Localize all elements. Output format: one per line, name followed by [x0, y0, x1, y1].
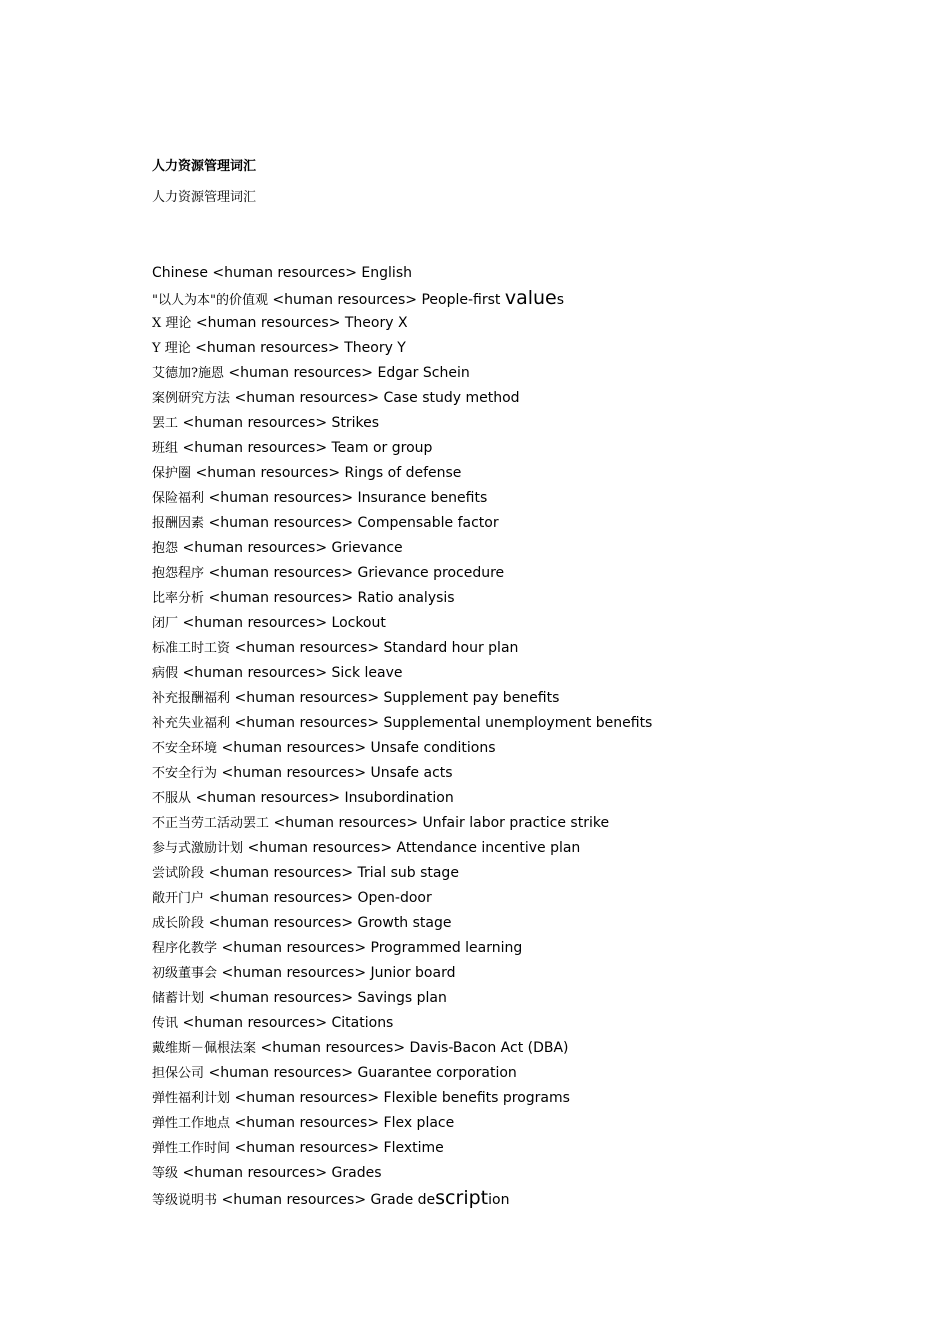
glossary-entry [152, 336, 852, 361]
entry-translation: <human resources> Standard hour plan [230, 640, 519, 656]
entry-translation-tail: ion [488, 1192, 510, 1208]
entry-term: 弹性工作时间 [152, 1141, 231, 1156]
glossary-entry [152, 411, 852, 436]
glossary-entry [152, 1061, 852, 1086]
glossary-entry [152, 636, 852, 661]
entry-translation: <human resources> Grades [178, 1165, 382, 1181]
entry-translation: <human resources> Rings of defense [191, 465, 462, 481]
document-content [152, 156, 852, 1211]
entry-translation: <human resources> Attendance incentive plan [243, 840, 581, 856]
entry-translation: <human resources> Ratio analysis [204, 590, 455, 606]
entry-translation: <human resources> Supplement pay benefits [230, 690, 560, 706]
entry-translation: <human resources> English [207, 265, 412, 281]
entry-term: 不安全环境 [152, 741, 218, 756]
glossary-entry [152, 586, 852, 611]
entry-translation: <human resources> Flextime [230, 1140, 444, 1156]
document-title: 人力资源管理词汇 [152, 159, 257, 174]
entry-translation: <human resources> Theory X [191, 315, 408, 331]
entry-term: 不正当劳工活动罢工 [152, 816, 270, 831]
entry-translation-enlarged: script [435, 1187, 489, 1209]
entry-term: 等级说明书 [152, 1193, 218, 1208]
entry-translation: <human resources> Programmed learning [217, 940, 523, 956]
glossary-entry [152, 486, 852, 511]
glossary-entry [152, 1111, 852, 1136]
glossary-entry [152, 1161, 852, 1186]
entry-term: 不安全行为 [152, 766, 218, 781]
glossary-entry [152, 861, 852, 886]
entry-term: 储蓄计划 [152, 991, 205, 1006]
entry-translation: <human resources> Savings plan [204, 990, 447, 1006]
entry-term: 尝试阶段 [152, 866, 205, 881]
entry-term: 初级董事会 [152, 966, 218, 981]
glossary-entry [152, 736, 852, 761]
entry-term: 报酬因素 [152, 516, 205, 531]
entry-term: Chinese [152, 265, 208, 281]
entry-translation: <human resources> Grievance [178, 540, 403, 556]
entry-term: 比率分析 [152, 591, 205, 606]
entry-term: 等级 [152, 1166, 179, 1181]
entry-translation: <human resources> Unsafe conditions [217, 740, 496, 756]
glossary-entry [152, 1011, 852, 1036]
glossary-entry [152, 911, 852, 936]
entry-translation: <human resources> Case study method [230, 390, 520, 406]
entry-term: 传讯 [152, 1016, 179, 1031]
glossary-entry [152, 361, 852, 386]
entry-term: 程序化教学 [152, 941, 218, 956]
entry-term: 抱怨 [152, 541, 179, 556]
glossary-entry [152, 1136, 852, 1161]
glossary-entry [152, 661, 852, 686]
entry-translation-enlarged: value [504, 287, 557, 309]
entry-translation: <human resources> Junior board [217, 965, 456, 981]
entry-translation: <human resources> Grade de [217, 1192, 436, 1208]
entry-term: 罢工 [152, 416, 179, 431]
entry-translation: <human resources> Insurance benefits [204, 490, 488, 506]
entry-term: 保护圈 [152, 466, 192, 481]
entry-term: 成长阶段 [152, 916, 205, 931]
glossary-entry [152, 561, 852, 586]
entry-translation: <human resources> People-first [267, 292, 505, 308]
entry-translation: <human resources> Unsafe acts [217, 765, 453, 781]
entry-translation: <human resources> Guarantee corporation [204, 1065, 517, 1081]
glossary-entry [152, 461, 852, 486]
entry-term: 戴维斯－佩根法案 [152, 1041, 257, 1056]
entry-term: 案例研究方法 [152, 391, 231, 406]
glossary-entry [152, 286, 852, 311]
entry-translation: <human resources> Theory Y [190, 340, 406, 356]
glossary-entry [152, 436, 852, 461]
document-subtitle: 人力资源管理词汇 [152, 190, 257, 205]
entry-translation: <human resources> Unfair labor practice strike [269, 815, 610, 831]
entry-translation: <human resources> Flex place [230, 1115, 455, 1131]
entry-translation: <human resources> Grievance procedure [204, 565, 505, 581]
entry-translation: <human resources> Lockout [178, 615, 386, 631]
glossary-entry [152, 761, 852, 786]
entry-translation: <human resources> Supplemental unemployment benefits [230, 715, 653, 731]
glossary-list [152, 261, 852, 1211]
glossary-entry [152, 261, 852, 286]
entry-translation: <human resources> Sick leave [178, 665, 403, 681]
glossary-entry [152, 511, 852, 536]
entry-term: 补充失业福利 [152, 716, 231, 731]
entry-translation: <human resources> Edgar Schein [223, 365, 470, 381]
glossary-entry [152, 961, 852, 986]
glossary-entry [152, 811, 852, 836]
entry-term: 敞开门户 [152, 891, 205, 906]
entry-translation-tail: s [556, 292, 565, 308]
entry-term: 保险福利 [152, 491, 205, 506]
entry-translation: <human resources> Insubordination [191, 790, 454, 806]
glossary-entry [152, 711, 852, 736]
glossary-entry [152, 686, 852, 711]
entry-term: 弹性工作地点 [152, 1116, 231, 1131]
entry-term: 闭厂 [152, 616, 179, 631]
entry-term: 病假 [152, 666, 179, 681]
entry-translation: <human resources> Flexible benefits programs [230, 1090, 570, 1106]
glossary-entry [152, 611, 852, 636]
entry-translation: <human resources> Compensable factor [204, 515, 499, 531]
glossary-entry [152, 1186, 852, 1211]
glossary-entry [152, 311, 852, 336]
entry-translation: <human resources> Team or group [178, 440, 433, 456]
glossary-entry [152, 1086, 852, 1111]
entry-term: 标准工时工资 [152, 641, 231, 656]
entry-term: 补充报酬福利 [152, 691, 231, 706]
entry-translation: <human resources> Trial sub stage [204, 865, 459, 881]
entry-translation: <human resources> Citations [178, 1015, 394, 1031]
entry-term: 参与式激励计划 [152, 841, 244, 856]
glossary-entry [152, 836, 852, 861]
glossary-entry [152, 1036, 852, 1061]
glossary-entry [152, 786, 852, 811]
entry-translation: <human resources> Open-door [204, 890, 432, 906]
glossary-entry [152, 886, 852, 911]
entry-term: 不服从 [152, 791, 192, 806]
glossary-entry [152, 386, 852, 411]
entry-term: 班组 [152, 441, 179, 456]
glossary-entry [152, 986, 852, 1011]
entry-term: 艾德加?施恩 [152, 366, 224, 381]
entry-term: "以人为本"的价值观 [152, 293, 268, 308]
entry-term: Y 理论 [152, 341, 191, 356]
entry-term: X 理论 [152, 316, 192, 331]
entry-term: 担保公司 [152, 1066, 205, 1081]
glossary-entry [152, 936, 852, 961]
entry-term: 抱怨程序 [152, 566, 205, 581]
glossary-entry [152, 536, 852, 561]
entry-term: 弹性福利计划 [152, 1091, 231, 1106]
entry-translation: <human resources> Growth stage [204, 915, 452, 931]
entry-translation: <human resources> Davis-Bacon Act (DBA) [256, 1040, 569, 1056]
entry-translation: <human resources> Strikes [178, 415, 380, 431]
